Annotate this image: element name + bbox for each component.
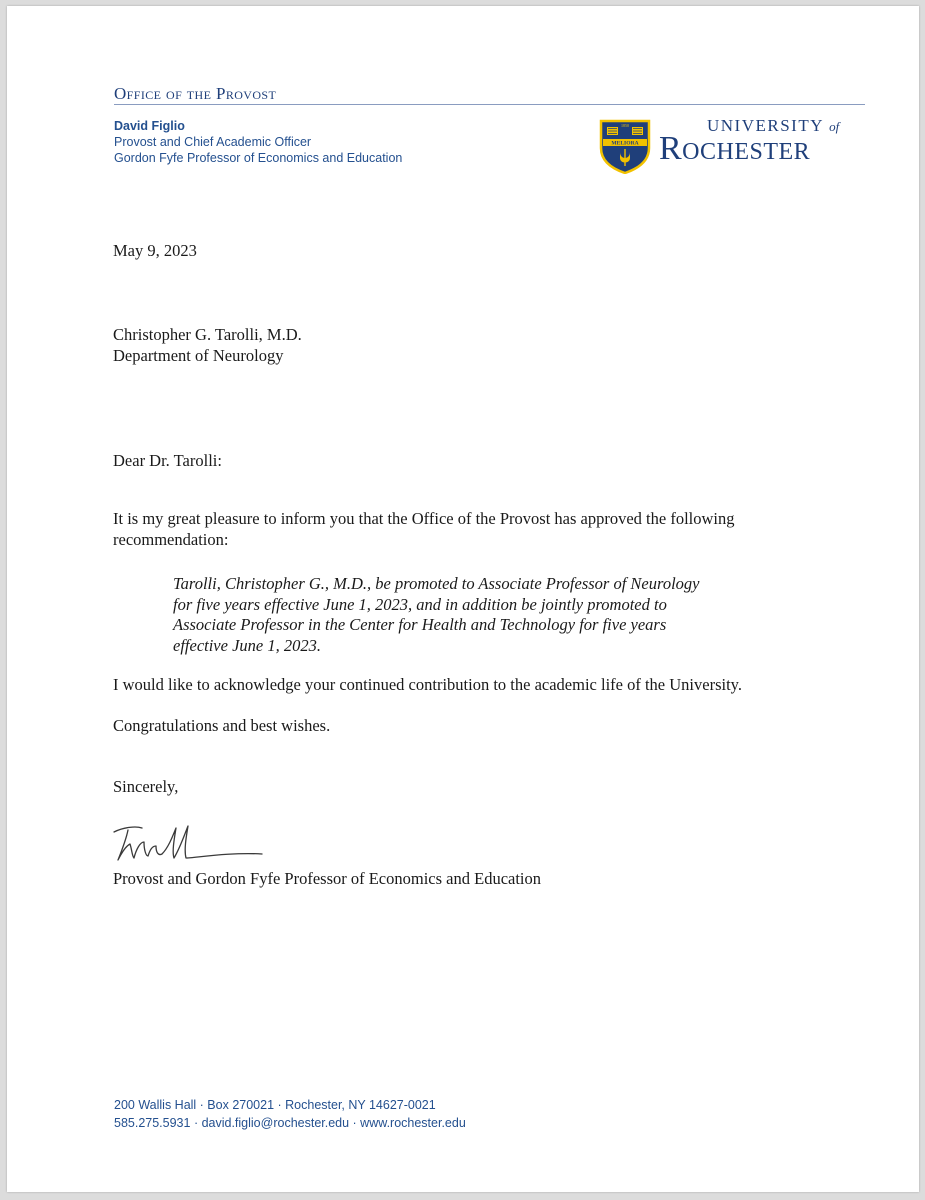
quote-line: for five years effective June 1, 2023, and in addition be jointly promoted to [173, 594, 667, 614]
acknowledgement: I would like to acknowledge your continued contribution to the academic life of the University. [113, 675, 742, 694]
footer-contact: 585.275.5931 · david.figlio@rochester.edu · www.rochester.edu [114, 1116, 466, 1130]
sender-title-1: Provost and Chief Academic Officer [114, 135, 312, 149]
logo-wordmark-of: of [829, 119, 840, 134]
header-divider [114, 104, 865, 105]
office-title: Office of the Provost [114, 84, 277, 103]
recommendation-quote [173, 574, 699, 656]
sender-title-2: Gordon Fyfe Professor of Economics and Education [114, 151, 403, 165]
logo-wordmark-main: Rochester [659, 130, 811, 167]
shield-year: 1850 [621, 123, 629, 128]
quote-line: Associate Professor in the Center for Health and Technology for five years [173, 615, 667, 634]
signer-title: Provost and Gordon Fyfe Professor of Economics and Education [113, 869, 542, 888]
intro-line-1: It is my great pleasure to inform you that the Office of the Provost has approved the following [113, 509, 735, 528]
recipient-name: Christopher G. Tarolli, M.D. [113, 325, 302, 344]
quote-line: effective June 1, 2023. [173, 635, 321, 655]
university-shield-icon [599, 118, 651, 174]
shield-motto: MELIORA [611, 140, 639, 147]
footer-block [114, 1096, 466, 1132]
university-logo [599, 116, 865, 182]
closing: Sincerely, [113, 777, 179, 796]
letter-page [7, 6, 919, 1192]
logo-wordmark-university: UNIVERSITY [707, 116, 824, 135]
congratulations: Congratulations and best wishes. [113, 716, 331, 735]
quote-line: Tarolli, Christopher G., M.D., be promoted to Associate Professor of Neurology [173, 574, 700, 593]
sender-name: David Figlio [114, 119, 185, 133]
footer-address: 200 Wallis Hall · Box 270021 · Rochester, NY 14627-0021 [114, 1098, 436, 1112]
letter-date: May 9, 2023 [113, 241, 197, 260]
recipient-department: Department of Neurology [113, 346, 284, 365]
sender-block [114, 118, 402, 166]
salutation: Dear Dr. Tarolli: [113, 451, 222, 470]
handwritten-signature [110, 818, 270, 866]
intro-line-2: recommendation: [113, 530, 229, 549]
